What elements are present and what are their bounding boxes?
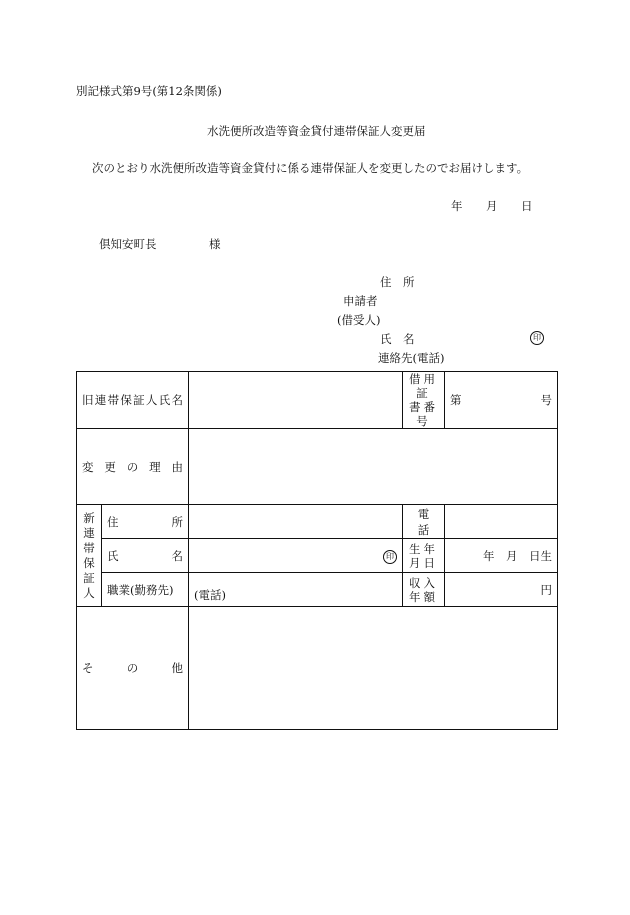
new-address-label: 住 所: [102, 505, 189, 539]
form-title: 水洗便所改造等資金貸付連帯保証人変更届: [207, 124, 426, 138]
loan-cert-number-field[interactable]: 第 号: [445, 372, 558, 429]
occupation-phone-label: (電話): [194, 588, 226, 602]
birth-label: 生年 月日: [403, 539, 445, 573]
new-address-field[interactable]: [189, 505, 403, 539]
other-field[interactable]: [189, 607, 558, 730]
other-label: そ の 他: [77, 607, 189, 730]
date-year: 年: [451, 199, 463, 213]
intro-text: 次のとおり水洗便所改造等資金貸付に係る連帯保証人を変更したのでお届けします。: [92, 161, 529, 175]
new-phone-label: 電 話: [403, 505, 445, 539]
addressee-name: 倶知安町長: [99, 237, 157, 251]
date-month: 月: [486, 199, 498, 213]
applicant-label: 申請者: [343, 294, 378, 308]
reason-field[interactable]: [189, 429, 558, 505]
new-name-label: 氏 名: [102, 539, 189, 573]
new-phone-field[interactable]: [445, 505, 558, 539]
income-field[interactable]: 円: [445, 573, 558, 607]
form-number: 別記様式第9号(第12条関係): [76, 84, 222, 98]
loan-cert-label: 借用証 書番号: [403, 372, 445, 429]
occupation-row: [77, 573, 558, 607]
applicant-address-label: 住 所: [380, 275, 415, 289]
new-name-field[interactable]: [189, 539, 403, 573]
borrower-label: (借受人): [337, 313, 381, 327]
old-guarantor-name-field[interactable]: [189, 372, 403, 429]
occupation-label: 職業(勤務先): [102, 573, 189, 607]
birth-field[interactable]: 年 月 日生: [445, 539, 558, 573]
old-guarantor-row: [77, 372, 558, 429]
new-address-row: [77, 505, 558, 539]
addressee-honorific: 様: [209, 237, 221, 251]
other-row: [77, 607, 558, 730]
date-day: 日: [521, 199, 533, 213]
applicant-seal-icon: 印: [530, 331, 544, 345]
income-label: 収入 年額: [403, 573, 445, 607]
contact-label: 連絡先(電話): [378, 351, 445, 365]
old-guarantor-label: 旧 連 帯 保 証 人 氏 名: [77, 372, 189, 429]
reason-row: [77, 429, 558, 505]
reason-label: 変 更 の 理 由: [77, 429, 189, 505]
applicant-name-label: 氏 名: [380, 332, 415, 346]
guarantor-change-table: [76, 371, 558, 730]
occupation-field[interactable]: [189, 573, 403, 607]
guarantor-seal-icon: 印: [383, 550, 397, 564]
new-guarantor-label: 新 連 帯 保 証 人: [77, 505, 102, 607]
new-name-row: [77, 539, 558, 573]
